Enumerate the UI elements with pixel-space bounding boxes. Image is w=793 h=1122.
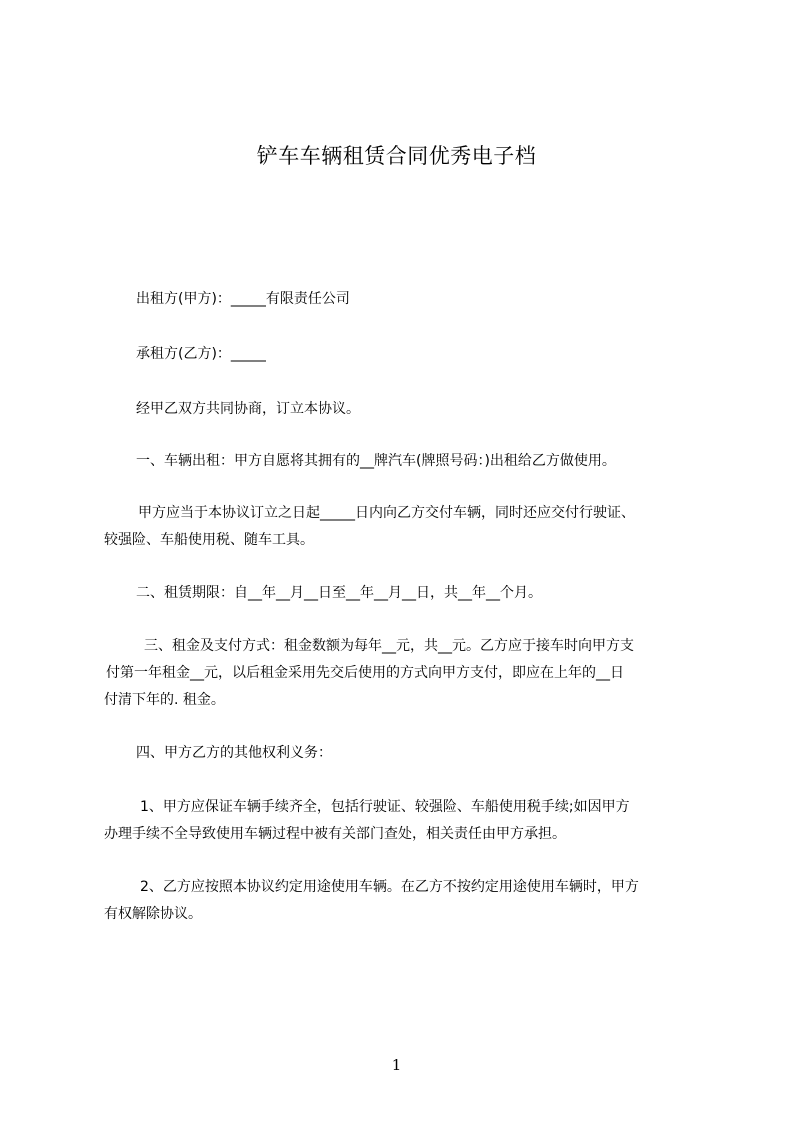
clause1-delivery-paragraph (104, 500, 714, 554)
clause3-line3: 付清下年的. 租金。 (104, 692, 225, 708)
clause4-heading: 四、甲方乙方的其他权利义务： (136, 745, 332, 761)
clause4-item2-line2: 有权解除协议。 (104, 906, 202, 922)
clause1-delivery-line1: 甲方应当于本协议订立之日起_____日内向乙方交付车辆，同时还应交付行驶证、 (138, 505, 635, 521)
clause4-item2-paragraph (104, 874, 714, 928)
lessor-line: 出租方(甲方)：_____有限责任公司 (136, 291, 350, 307)
clause4-item1-paragraph (104, 794, 714, 848)
document-title: 铲车车辆租赁合同优秀电子档 (256, 144, 537, 168)
clause3-paragraph (104, 633, 714, 714)
clause2-paragraph: 二、租赁期限：自__年__月__日至__年__月__日，共__年__个月。 (136, 585, 542, 601)
clause3-line2: 付第一年租金__元，以后租金采用先交后使用的方式向甲方支付，即应在上年的__日 (106, 665, 624, 681)
clause4-item1-line1: 1、甲方应保证车辆手续齐全，包括行驶证、较强险、车船使用税手续;如因甲方 (140, 799, 630, 815)
clause1-heading: 一、车辆出租：甲方自愿将其拥有的__牌汽车(牌照号码：)出租给乙方做使用。 (136, 453, 616, 469)
clause1-delivery-line2: 较强险、车船使用税、随车工具。 (104, 532, 314, 548)
page-number: 1 (391, 1056, 402, 1074)
clause3-line1: 三、租金及支付方式：租金数额为每年__元，共__元。乙方应于接车时向甲方支 (144, 638, 634, 654)
lessee-line: 承租方(乙方)：_____ (136, 346, 266, 362)
clause4-item2-line1: 2、乙方应按照本协议约定用途使用车辆。在乙方不按约定用途使用车辆时，甲方 (140, 879, 639, 895)
preamble-paragraph: 经甲乙双方共同协商，订立本协议。 (136, 401, 360, 417)
clause4-item1-line2: 办理手续不全导致使用车辆过程中被有关部门查处，相关责任由甲方承担。 (104, 826, 566, 842)
